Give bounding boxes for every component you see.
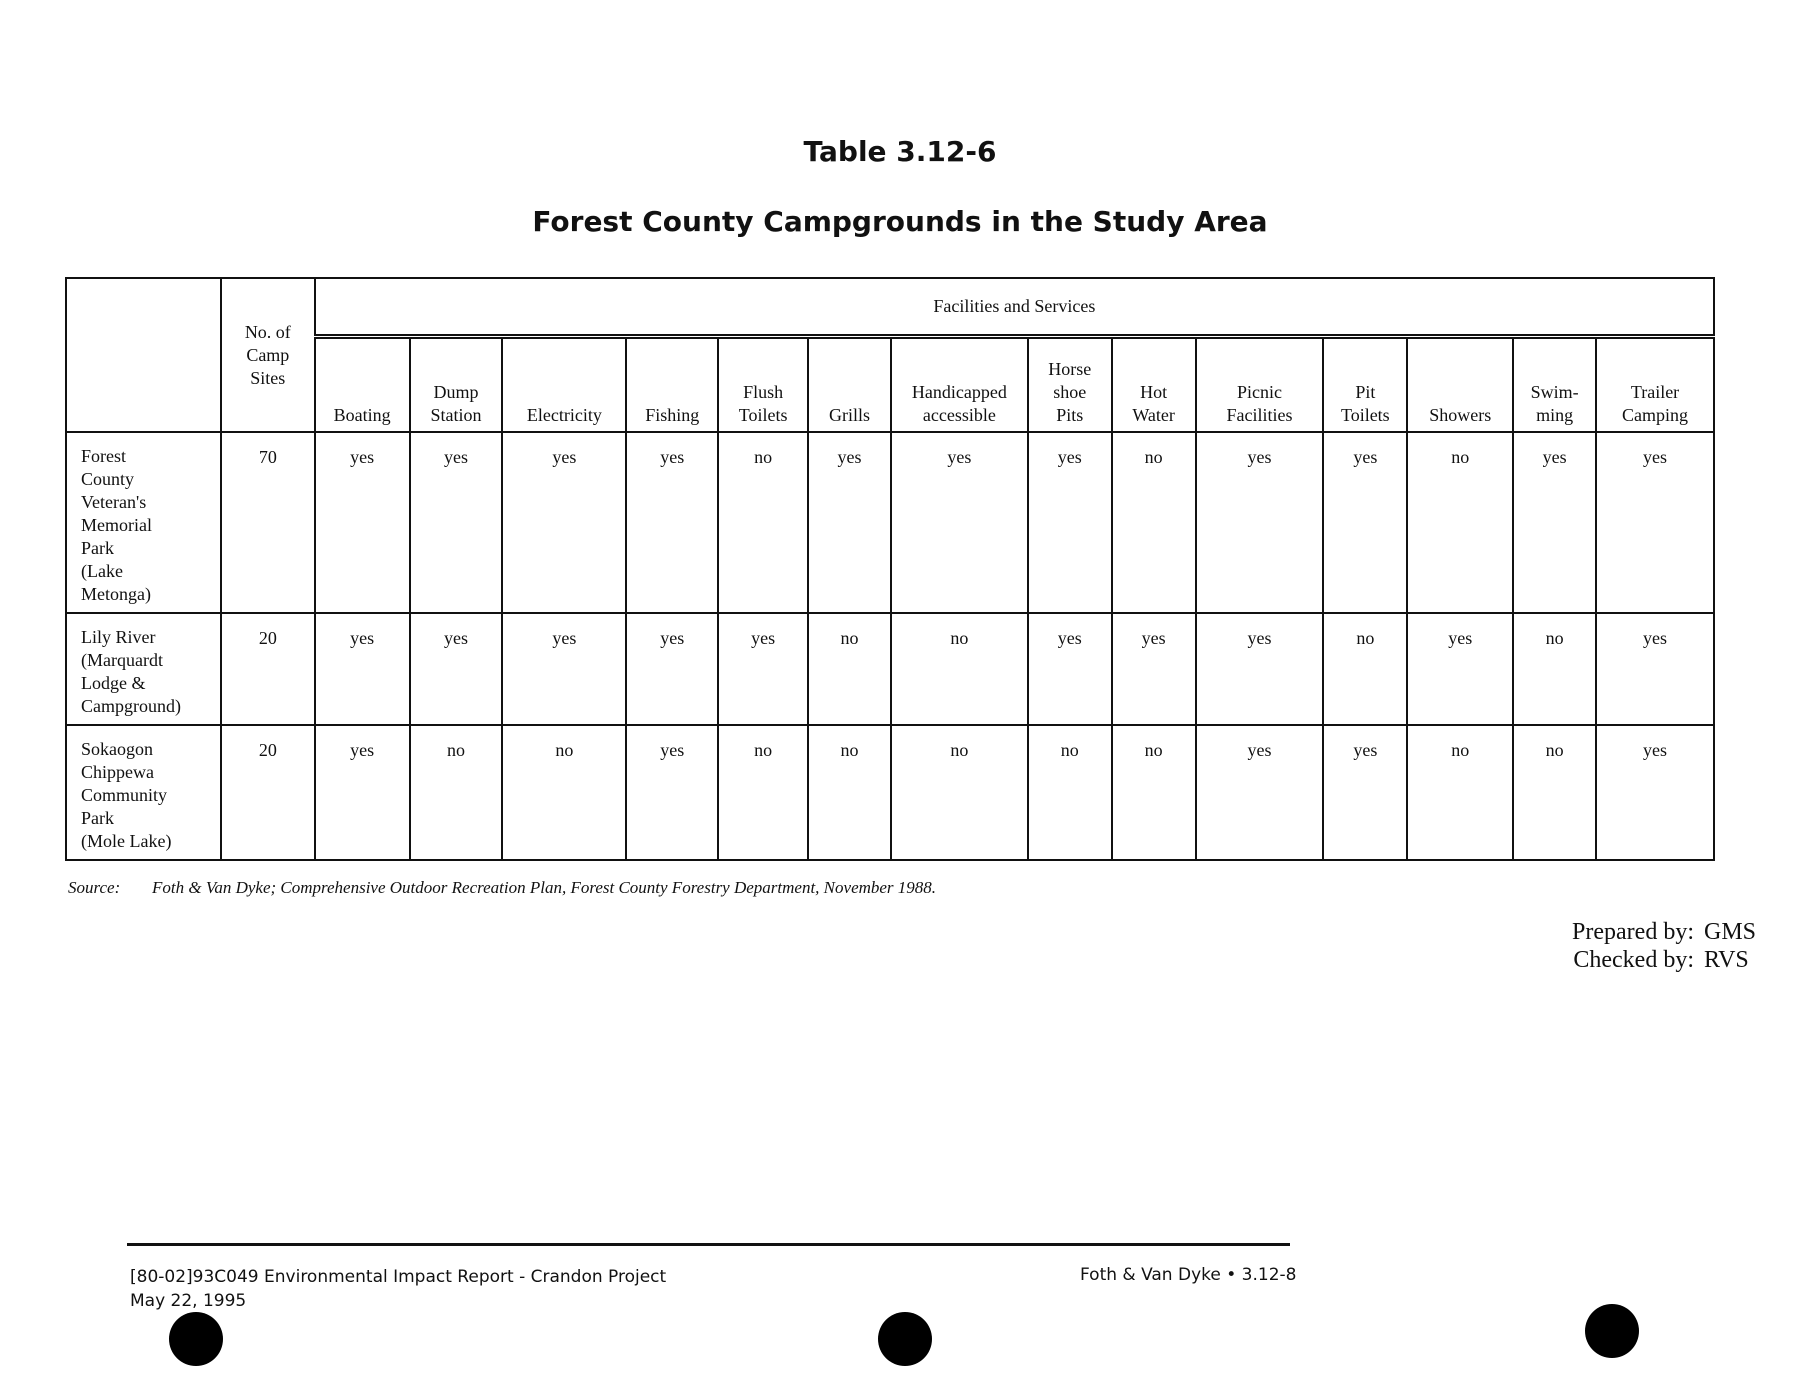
campgrounds-table xyxy=(65,277,1715,861)
column-header-line: Toilets xyxy=(1340,405,1390,425)
column-header xyxy=(315,337,410,433)
footer-project-line: [80-02]93C049 Environmental Impact Report - Crandon Project xyxy=(130,1267,667,1287)
facility-value: no xyxy=(1323,613,1407,725)
facility-value: yes xyxy=(1596,613,1714,725)
footer-project-info xyxy=(130,1265,666,1313)
column-header-line: Dump xyxy=(433,382,479,402)
facility-value: yes xyxy=(1323,432,1407,613)
campground-name-line: Park xyxy=(81,538,114,558)
campground-name xyxy=(66,613,221,725)
facility-value: yes xyxy=(410,432,503,613)
campground-name-line: (Mole Lake) xyxy=(81,831,172,851)
column-header-line: Electricity xyxy=(526,405,602,425)
footer-date: May 22, 1995 xyxy=(130,1291,247,1311)
column-header-line: shoe xyxy=(1053,382,1087,402)
column-header-line: Hot xyxy=(1140,382,1168,402)
prepared-by-value: GMS xyxy=(1704,919,1757,945)
facility-value: yes xyxy=(1196,613,1324,725)
facilities-header: Facilities and Services xyxy=(315,278,1714,337)
column-header xyxy=(891,337,1028,433)
camp-sites-count: 20 xyxy=(221,725,315,860)
column-header-line: Showers xyxy=(1429,405,1492,425)
facility-value: yes xyxy=(315,613,410,725)
table-title: Forest County Campgrounds in the Study Area xyxy=(532,205,1268,238)
facility-value: no xyxy=(1112,725,1196,860)
binder-hole-center xyxy=(878,1312,932,1366)
campground-name-line: Park xyxy=(81,808,114,828)
facility-value: no xyxy=(1407,725,1513,860)
facility-value: yes xyxy=(502,613,626,725)
facility-value: yes xyxy=(502,432,626,613)
campground-name-line: Metonga) xyxy=(81,584,151,604)
binder-hole-left xyxy=(169,1312,223,1366)
column-header-line: accessible xyxy=(922,405,996,425)
column-header xyxy=(1196,337,1324,433)
column-header xyxy=(1513,337,1596,433)
column-header xyxy=(718,337,808,433)
preparer-block xyxy=(1572,918,1758,974)
column-header-line: Horse xyxy=(1048,359,1092,379)
campground-name-line: County xyxy=(81,469,135,489)
column-header-line: Facilities xyxy=(1226,405,1293,425)
source-text: Foth & Van Dyke; Comprehensive Outdoor Recreation Plan, Forest County Forestry Department, November 1988. xyxy=(152,878,937,897)
facility-value: yes xyxy=(1028,613,1112,725)
camp-sites-count: 20 xyxy=(221,613,315,725)
source-note xyxy=(68,878,1468,898)
facility-value: yes xyxy=(1407,613,1513,725)
column-header xyxy=(1323,337,1407,433)
facility-value: no xyxy=(891,613,1028,725)
column-header xyxy=(410,337,503,433)
campground-header xyxy=(66,278,221,432)
facility-value: no xyxy=(1112,432,1196,613)
facility-value: yes xyxy=(315,432,410,613)
campground-name-line: Sokaogon xyxy=(81,739,153,759)
column-header xyxy=(1028,337,1112,433)
footer-divider xyxy=(127,1243,1290,1246)
table-row xyxy=(66,613,1714,725)
facility-value: no xyxy=(1028,725,1112,860)
column-header-line: Grills xyxy=(829,405,871,425)
campground-name-line: Lily River xyxy=(81,627,156,647)
camp-sites-header xyxy=(221,278,315,432)
facility-value: yes xyxy=(1028,432,1112,613)
facility-value: yes xyxy=(808,432,891,613)
column-header-line: Camping xyxy=(1622,405,1689,425)
campground-name-line: Forest xyxy=(81,446,126,466)
facility-value: yes xyxy=(1196,432,1324,613)
source-label: Source: xyxy=(68,878,121,897)
campground-name-line: (Marquardt xyxy=(81,650,163,670)
facility-value: no xyxy=(808,613,891,725)
checked-by-label: Checked by: xyxy=(1573,947,1694,973)
table-row xyxy=(66,432,1714,613)
facility-value: yes xyxy=(1196,725,1324,860)
facility-value: no xyxy=(502,725,626,860)
campground-name xyxy=(66,432,221,613)
facility-value: no xyxy=(1513,613,1596,725)
column-header-line: Toilets xyxy=(738,405,788,425)
column-header-line: Pit xyxy=(1355,382,1376,402)
facility-value: no xyxy=(718,432,808,613)
table-row xyxy=(66,725,1714,860)
column-header-line: Boating xyxy=(333,405,391,425)
facility-value: yes xyxy=(1596,725,1714,860)
prepared-by-label: Prepared by: xyxy=(1572,919,1694,945)
campground-name-line: Memorial xyxy=(81,515,152,535)
column-header-line: Picnic xyxy=(1236,382,1282,402)
campground-name-line: Campground) xyxy=(81,696,181,716)
campground-name-line: Veteran's xyxy=(81,492,147,512)
facility-value: yes xyxy=(891,432,1028,613)
column-header-line: Water xyxy=(1132,405,1175,425)
campground-name-line: Lodge & xyxy=(81,673,146,693)
column-header-line: Flush xyxy=(743,382,784,402)
facility-value: yes xyxy=(626,613,718,725)
camp-sites-header-line: No. of xyxy=(244,321,291,342)
facility-value: yes xyxy=(626,432,718,613)
facility-value: no xyxy=(891,725,1028,860)
camp-sites-header-line: Sites xyxy=(250,367,286,388)
facility-value: no xyxy=(1513,725,1596,860)
facility-value: no xyxy=(1407,432,1513,613)
column-header xyxy=(502,337,626,433)
facility-value: yes xyxy=(410,613,503,725)
column-header xyxy=(1112,337,1196,433)
facility-value: yes xyxy=(626,725,718,860)
campground-name xyxy=(66,725,221,860)
facility-value: no xyxy=(808,725,891,860)
table-number: Table 3.12-6 xyxy=(803,135,997,168)
column-header-line: Station xyxy=(430,405,482,425)
column-header xyxy=(1407,337,1513,433)
campground-name-line: Chippewa xyxy=(81,762,154,782)
footer-page-number: Foth & Van Dyke • 3.12-8 xyxy=(1080,1265,1297,1285)
camp-sites-count: 70 xyxy=(221,432,315,613)
column-header-line: Fishing xyxy=(645,405,700,425)
checked-by-value: RVS xyxy=(1704,947,1749,973)
facility-value: yes xyxy=(1323,725,1407,860)
column-header-line: Swim- xyxy=(1530,382,1579,402)
facility-value: no xyxy=(718,725,808,860)
campground-name-line: (Lake xyxy=(81,561,123,581)
column-header-line: Handicapped xyxy=(911,382,1007,402)
column-header xyxy=(1596,337,1714,433)
campground-name-line: Community xyxy=(81,785,168,805)
facility-value: yes xyxy=(718,613,808,725)
column-header-line: Pits xyxy=(1056,405,1084,425)
column-header-line: Trailer xyxy=(1630,382,1680,402)
binder-hole-right xyxy=(1585,1304,1639,1358)
camp-sites-header-line: Camp xyxy=(246,344,290,365)
table-body xyxy=(66,432,1714,860)
column-header-line: ming xyxy=(1536,405,1574,425)
facility-value: no xyxy=(410,725,503,860)
column-header xyxy=(626,337,718,433)
column-header xyxy=(808,337,891,433)
facility-value: yes xyxy=(1596,432,1714,613)
facility-value: yes xyxy=(1112,613,1196,725)
facility-value: yes xyxy=(1513,432,1596,613)
facility-value: yes xyxy=(315,725,410,860)
